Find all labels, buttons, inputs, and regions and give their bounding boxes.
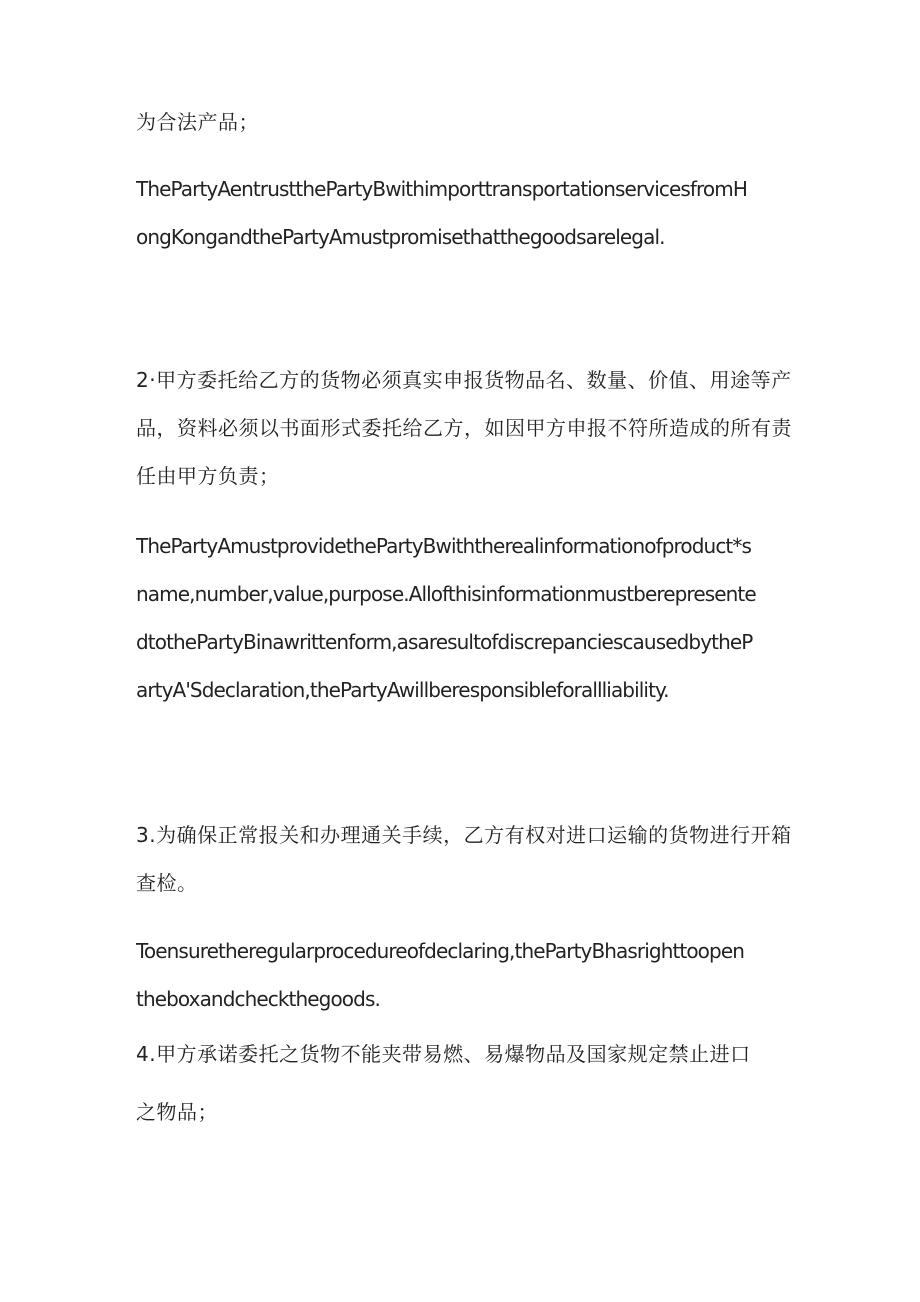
p1-zh-line-1: 为合法产品； [136, 110, 259, 134]
p4-zh-line-1: 4.甲方承诺委托之货物不能夹带易燃、易爆物品及国家规定禁止进口 [136, 1042, 751, 1066]
p2-zh-line-2: 品，资料必须以书面形式委托给乙方，如因甲方申报不符所造成的所有责 [136, 416, 792, 440]
p4-zh-line-2: 之物品； [136, 1100, 218, 1124]
p2-en-line-3: dtothePartyBinawrittenform,asaresultofdiscrepanciescausedbytheP [136, 630, 753, 654]
p3-zh-line-2: 查检。 [136, 871, 198, 895]
p3-en-line-1: Toensuretheregularprocedureofdeclaring,thePartyBhasrighttoopen [136, 939, 744, 963]
p3-en-line-2: theboxandcheckthegoods. [136, 987, 380, 1011]
p1-en-line-1: ThePartyAentrustthePartyBwithimporttransportationservicesfromH [136, 177, 747, 201]
p3-zh-line-1: 3.为确保正常报关和办理通关手续，乙方有权对进口运输的货物进行开箱 [136, 823, 792, 847]
p2-zh-line-3: 任由甲方负责； [136, 464, 280, 488]
p2-en-line-2: name,number,value,purpose.Allofthisinformationmustberepresente [136, 582, 756, 606]
p2-en-line-4: artyA'Sdeclaration,thePartyAwillberesponsibleforallliability. [136, 678, 669, 702]
p2-zh-line-1: 2·甲方委托给乙方的货物必须真实申报货物品名、数量、价值、用途等产 [136, 368, 792, 392]
p1-en-line-2: ongKongandthePartyAmustpromisethatthegoodsarelegal. [136, 225, 665, 249]
p2-en-line-1: ThePartyAmustprovidethePartyBwiththerealinformationofproduct*s [136, 534, 751, 558]
